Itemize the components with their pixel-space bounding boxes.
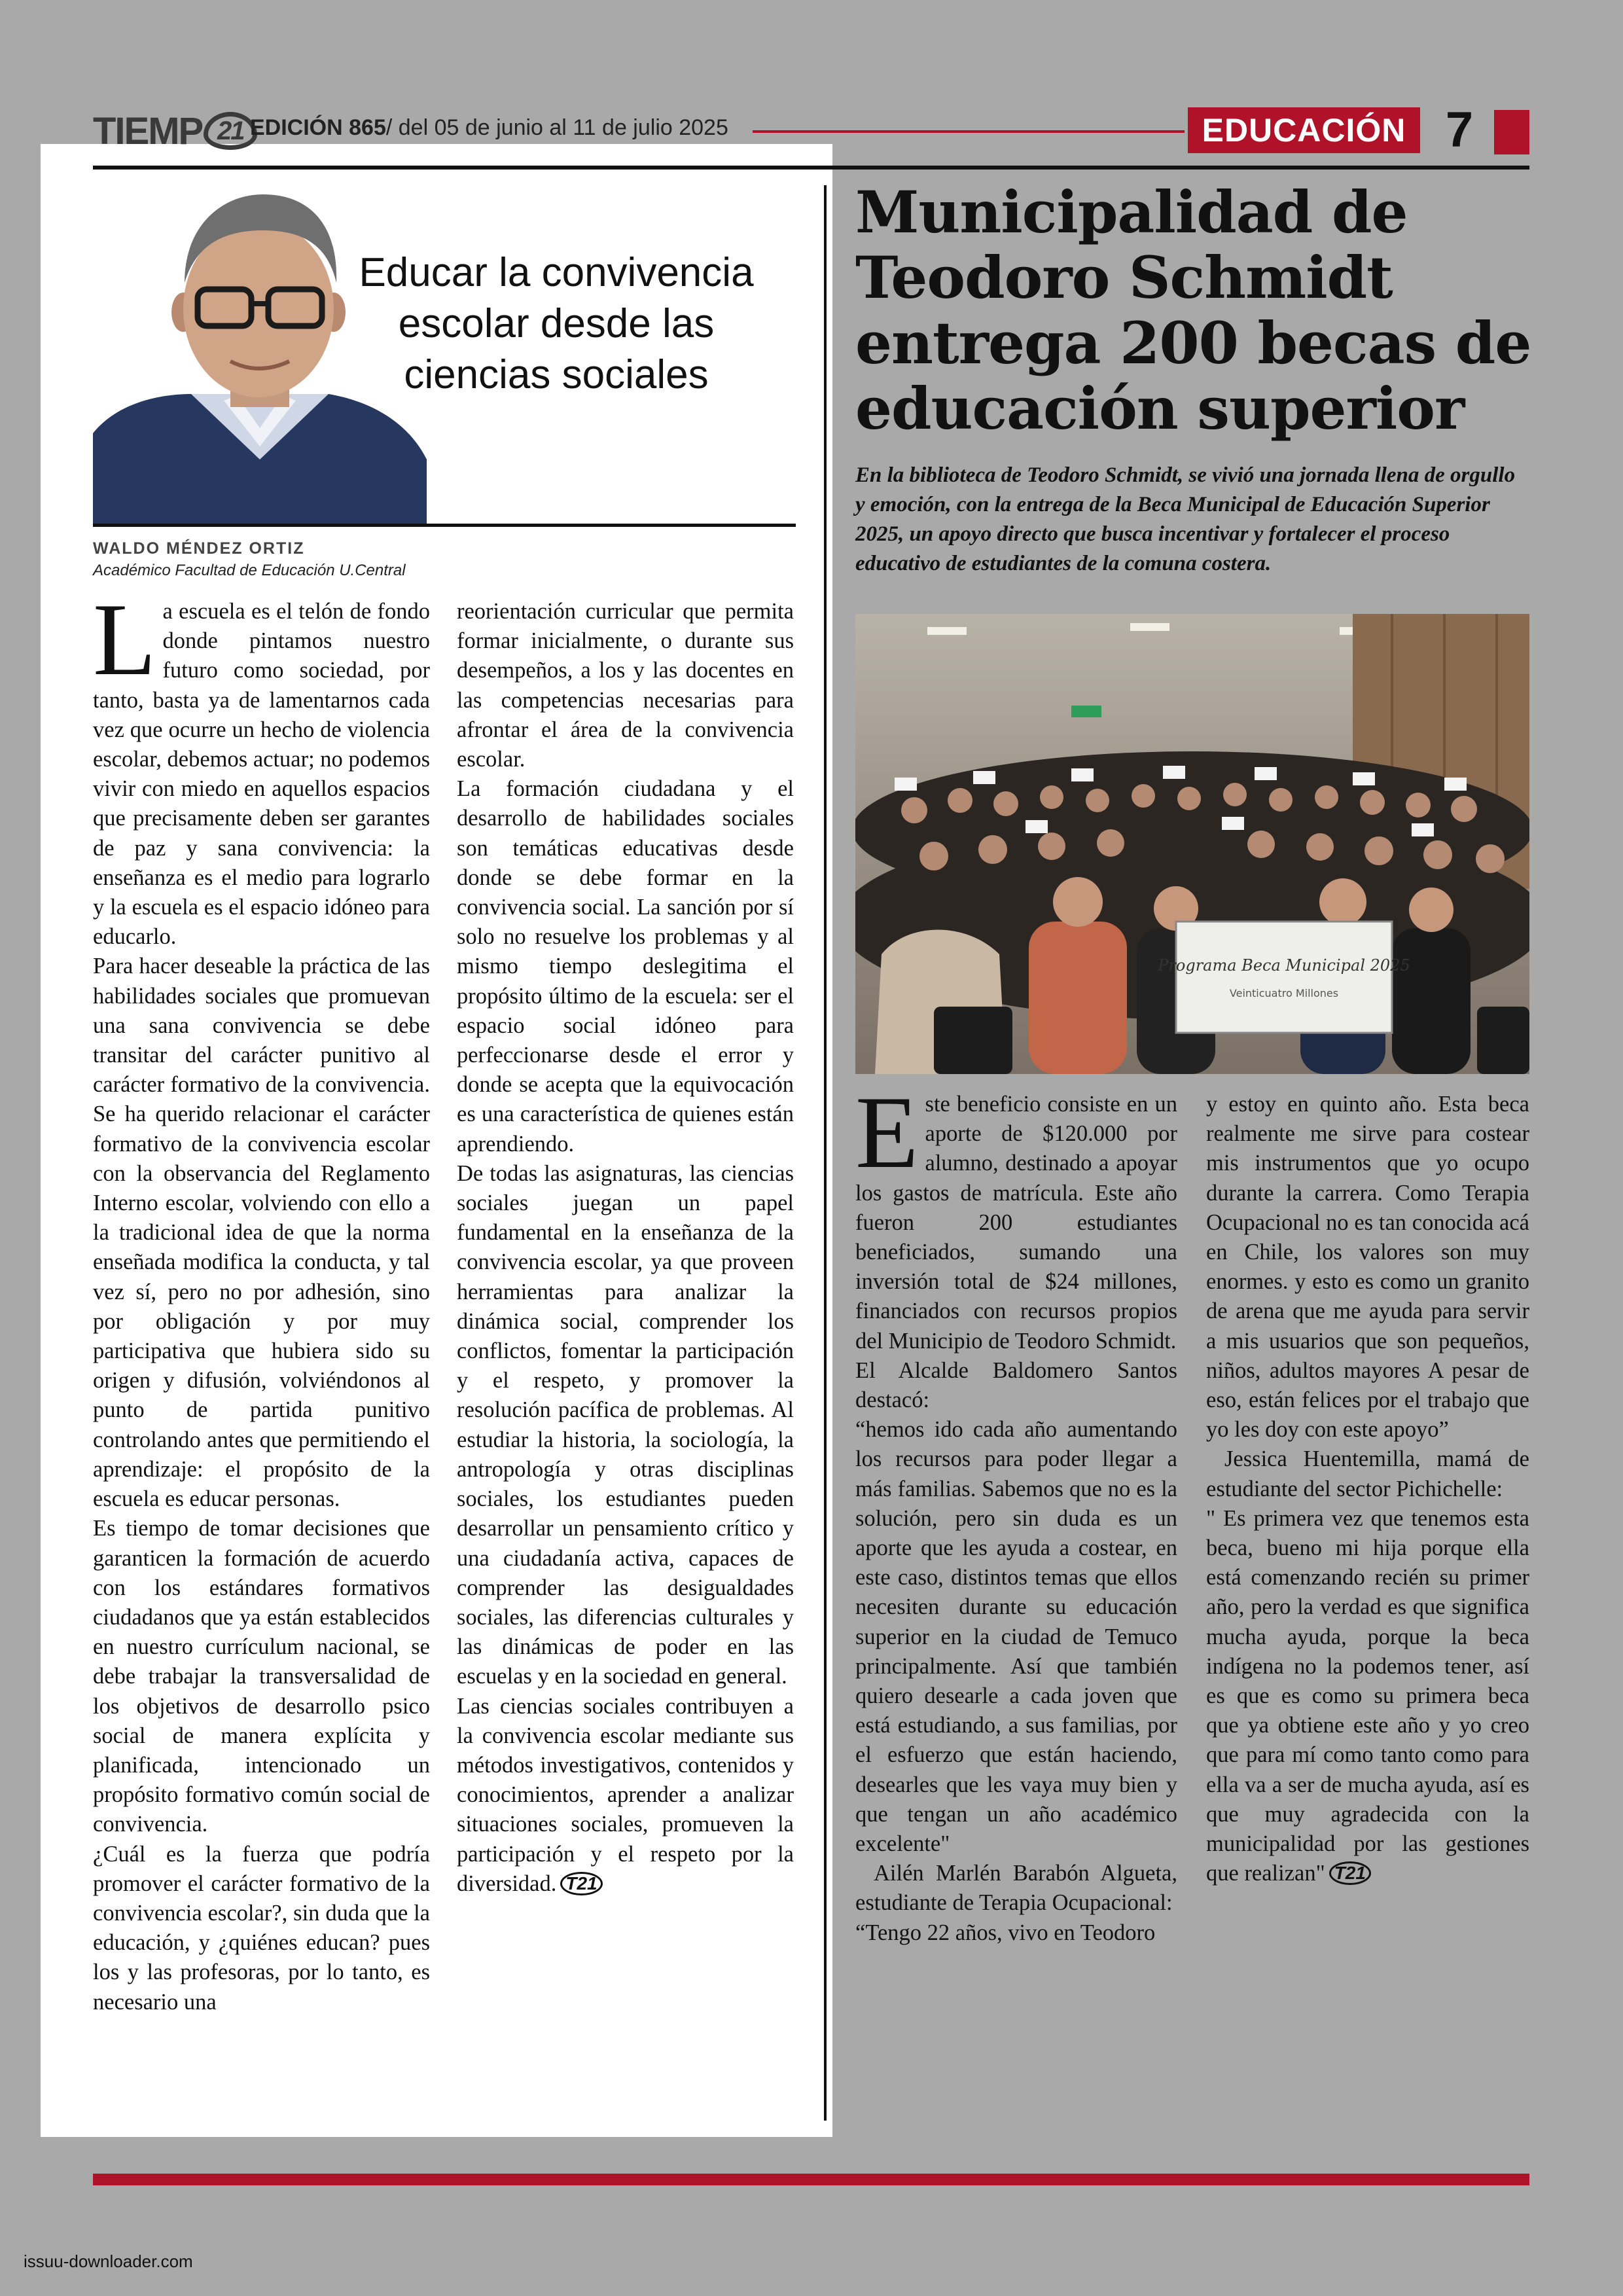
paragraph: y estoy en quinto año. Esta beca realmente me sirve para costear mis instrumentos que yo ocupo durante la carrera. Como Terapia Ocupacional no es tan conocida acá en Chile, los valores son muy enormes. y esto es como un granito de arena que me ayuda para servir a mis usuarios que son pequeños, niños, adultos mayores A pesar de eso, están felices por el trabajo que yo les doy con este apoyo” — [1206, 1092, 1529, 1443]
paragraph: reorientación curricular que permita formar inicialmente, o durante sus desempeños, a los y las docentes en las competencias necesarias para afrontar el área de la convivencia escolar. — [457, 599, 794, 772]
drop-cap: E — [855, 1075, 919, 1190]
opinion-title: Educar la convivencia escolar desde las ciencias sociales — [359, 250, 754, 397]
news-column-1 — [855, 1075, 1177, 1948]
paragraph: Las ciencias sociales contribuyen a la convivencia escolar mediante sus métodos investigativos, contenidos y conocimientos, aprender a analizar situaciones sociales, promueven la participación y el respeto por la diversidad. T21 — [457, 1693, 794, 1896]
opinion-column-2 — [457, 597, 794, 1899]
paragraph: El Alcalde Baldomero Santos destacó: — [855, 1357, 1177, 1413]
check-amount: Veinticuatro Millones — [1229, 987, 1339, 999]
paragraph: Jessica Huentemilla, mamá de estudiante del sector Pichichelle: — [1206, 1446, 1529, 1501]
paragraph: Para hacer deseable la práctica de las habilidades sociales que promuevan una sana convivencia se debe transitar del carácter punitivo al carácter formativo de la convivencia. Se ha querido relacionar el carácter formativo de la convivencia escolar con la observancia del Reglamento Interno escolar, volviendo con ello a la tradicional idea de que la norma enseñada modifica la conducta, y tal vez sí, pero no por adhesión, sino por obligación y por muy participativa que hubiera sido su origen y difusión, volviéndonos al punto de partida punitivo controlando antes que permitiendo el aprendizaje: el propósito de la escuela es educar personas. — [93, 954, 430, 1512]
opinion-rule — [93, 524, 796, 527]
end-mark-icon: T21 — [1329, 1861, 1371, 1885]
author-role: Académico Facultad de Educación U.Central — [93, 562, 406, 579]
paragraph: Ailén Marlén Barabón Algueta, estudiante de Terapia Ocupacional: — [855, 1861, 1177, 1916]
page-number: 7 — [1445, 102, 1474, 158]
header-red-square — [1494, 110, 1529, 154]
news-lead: En la biblioteca de Teodoro Schmidt, se vivió una jornada llena de orgullo y emoción, con la entrega de la Beca Municipal de Educación Superior 2025, un apoyo directo que busca incentivar y fortalecer el proceso educativo de estudiantes de la comuna costera. — [855, 463, 1516, 575]
paragraph: ¿Cuál es la fuerza que podría promover el carácter formativo de la convivencia escolar?, sin duda que la educación, y ¿quiénes educan? pues los y las profesoras, por lo tanto, es necesario una — [93, 1841, 430, 2015]
opinion-column-1 — [93, 583, 430, 2017]
newspaper-logo: TIEMP 21 — [93, 110, 257, 152]
paragraph: La escuela es el telón de fondo donde pintamos nuestro futuro como sociedad, por tanto, basta ya de lamentarnos cada vez que ocurre un hecho de violencia escolar, debemos actuar; no podemos vivir con miedo en aquellos espacios que precisamente deben ser garantes de paz y sana convivencia: la enseñanza es el medio para lograrlo y la escuela es el espacio idóneo para educarlo. — [93, 583, 430, 950]
section-tag: EDUCACIÓN — [1188, 107, 1420, 153]
check-title: Programa Beca Municipal 2025 — [1158, 956, 1410, 975]
news-headline: Municipalidad de Teodoro Schmidt entrega 200 becas de educación superior — [855, 178, 1531, 442]
paragraph: “Tengo 22 años, vivo en Teodoro — [855, 1920, 1156, 1945]
paragraph: Es tiempo de tomar decisiones que garanticen la formación de acuerdo con los estándares formativos ciudadanos que ya están establecidos en nuestro currículum nacional, se debe trabajar la transversalidad de los objetivos de desarrollo psico social de manera explícita y planificada, intencionado un propósito formativo común social de convivencia. — [93, 1516, 430, 1837]
edition-label: EDICIÓN 865 — [250, 115, 386, 140]
news-column-2 — [1206, 1090, 1529, 1888]
logo-badge: 21 — [204, 112, 257, 150]
end-mark-icon: T21 — [560, 1872, 602, 1895]
paragraph: " Es primera vez que tenemos esta beca, bueno mi hija porque ella está comenzando recién su primer año, pero la verdad es que significa mucha ayuda, porque la beca indígena no la podemos tener, así es que es como su primera beca que ya obtiene este año y yo creo que para mí como tanto como para ella va a ser de mucha ayuda, así es que muy agradecida con la municipalidad por las gestiones que realizan" T21 — [1206, 1505, 1529, 1886]
author-name: WALDO MÉNDEZ ORTIZ — [93, 539, 305, 558]
paragraph: “hemos ido cada año aumentando los recursos para poder llegar a más familias. Sabemos que no es la solución, pero sin duda es un aporte que les ayuda a costear, en este caso, distintos temas que ellos necesiten durante su educación superior en la ciudad de Temuco principalmente. Así que también quiero desearle a cada joven que está estudiando, a sus familias, por el esfuerzo que están haciendo, desearles que les vaya muy bien y que tengan un año académico excelente" — [855, 1417, 1177, 1857]
paragraph: La formación ciudadana y el desarrollo de habilidades sociales son temáticas educativas desde donde se debe formar en la convivencia social. La sanción por sí solo no resuelve los problemas y al mismo tiempo deslegitima el propósito último de la escuela: ser el espacio social idóneo para perfeccionarse desde el error y donde se acepta que la equivocación es una característica de quienes están aprendiendo. — [457, 776, 794, 1157]
paragraph: De todas las asignaturas, las ciencias sociales juegan un papel fundamental en la enseñanza de la convivencia escolar, ya que proveen herramientas para analizar la dinámica social, comprender los conflictos, fomentar la participación y el respeto, y promover la resolución pacífica de problemas. Al estudiar la historia, la sociología, la antropología y otras disciplinas sociales, los estudiantes pueden desarrollar un pensamiento crítico y una ciudadanía activa, capaces de comprender las desigualdades sociales, las diferencias culturales y las dinámicas de poder en las escuelas y en la sociedad en general. — [457, 1160, 794, 1689]
footer-rule — [93, 2174, 1529, 2185]
edition-dates: / del 05 de junio al 11 de julio 2025 — [385, 115, 728, 140]
column-divider — [824, 185, 827, 2121]
header-rule-black — [93, 166, 1529, 170]
event-photo — [855, 614, 1529, 1074]
drop-cap: L — [93, 583, 156, 697]
paragraph: Este beneficio consiste en un aporte de $120.000 por alumno, destinado a apoyar los gastos de matrícula. Este año fueron 200 estudiantes beneficiados, sumando una inversión total de $24 millones, financiados con recursos propios del Municipio de Teodoro Schmidt. — [855, 1075, 1177, 1354]
watermark: issuu-downloader.com — [24, 2251, 193, 2271]
edition-info — [250, 115, 728, 141]
header-rule-red — [753, 130, 1185, 133]
